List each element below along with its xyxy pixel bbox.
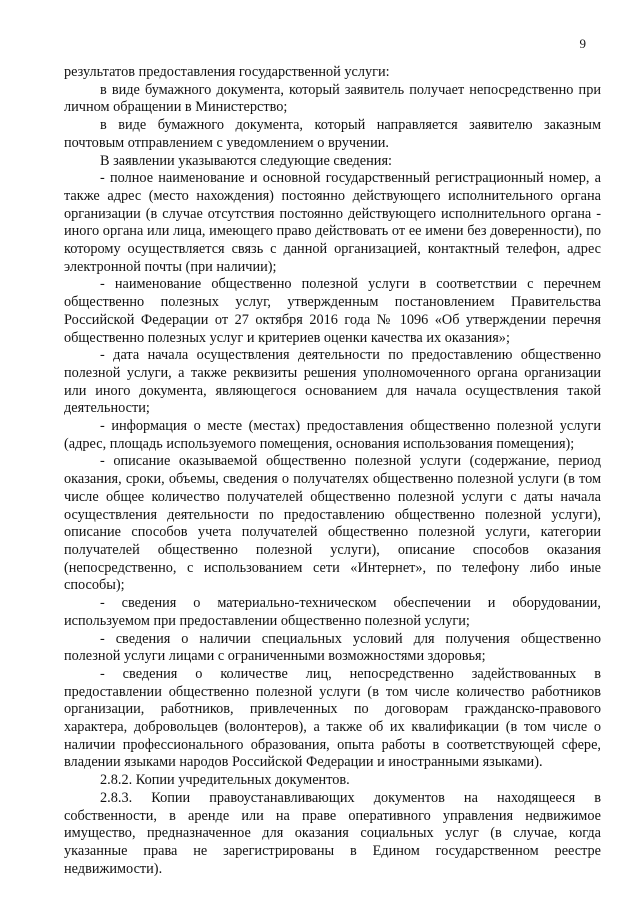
list-item-service-description: - описание оказываемой общественно полезной услуги (содержание, период оказания, сроки, объемы, сведения о получателях общественно полезной услуги (в том числе общее количество получателей общественно полезной услуги с даты начала осуществления деятельности по предоставлению общественно полезной услуги), описание способов учета получателей общественно полезной услуги, категории получателей общественно полезной услуги), описание способов оказания (непосредственно, с использованием сети «Интернет», по телефону либо иные способы); [64, 453, 601, 594]
paragraph-in-person: в виде бумажного документа, который заявитель получает непосредственно при личном обращении в Министерство; [64, 81, 601, 116]
list-item-special-conditions: - сведения о наличии специальных условий для получения общественно полезной услуги лицами с ограниченными возможностями здоровья; [64, 630, 601, 665]
list-item-service-name: - наименование общественно полезной услуги в соответствии с перечнем общественно полезных услуг, утвержденным постановлением Правительства Российской Федерации от 27 октября 2016 года № 1096 «Об утверждении перечня общественно полезных услуг и критериев оценки качества их оказания»; [64, 276, 601, 346]
page-number: 9 [579, 36, 586, 51]
paragraph-by-mail: в виде бумажного документа, который направляется заявителю заказным почтовым отправлением с уведомлением о вручении. [64, 117, 601, 151]
list-item-service-location: - информация о месте (местах) предоставления общественно полезной услуги (адрес, площадь используемого помещения, основания использования помещения); [64, 418, 601, 452]
list-item-staff: - сведения о количестве лиц, непосредственно задействованных в предоставлении общественно полезной услуги (в том числе количество работников организации, работников, привлеченных по договорам гражданско-правового характера, добровольцев (волонтеров), а также об их квалификации (в том числе о наличии профессионального образования, опыта работы в соответствующей сфере, владении языками народов Российской Федерации и иностранными языками). [64, 665, 601, 771]
paragraph-continuation: результатов предоставления государственной услуги: [64, 64, 390, 80]
clause-2-8-2: 2.8.2. Копии учредительных документов. [100, 772, 350, 789]
list-item-start-date: - дата начала осуществления деятельности по предоставлению общественно полезной услуги, а также реквизиты решения уполномоченного органа организации или иного документа, являющегося основанием для начала осуществления такой деятельности; [64, 347, 601, 417]
document-body [64, 64, 601, 878]
list-item-equipment: - сведения о материально-техническом обеспечении и оборудовании, используемом при предоставлении общественно полезной услуги; [64, 595, 601, 629]
paragraph-application-intro: В заявлении указываются следующие сведения: [100, 152, 393, 169]
list-item-organization-name: - полное наименование и основной государственный регистрационный номер, а также адрес (место нахождения) постоянно действующего исполнительного органа организации (в случае отсутствия постоянно действующего исполнительного органа - иного органа или лица, имеющего право действовать от ее имени без доверенности), по которому осуществляется связь с данной организацией, контактный телефон, адрес электронной почты (при наличии); [64, 170, 601, 275]
clause-2-8-3: 2.8.3. Копии правоустанавливающих документов на находящееся в собственности, в аренде или на праве оперативного управления недвижимое имущество, предназначенное для оказания социальных услуг (в случае, когда указанные права не зарегистрированы в Едином государственном реестре недвижимости). [64, 789, 601, 877]
